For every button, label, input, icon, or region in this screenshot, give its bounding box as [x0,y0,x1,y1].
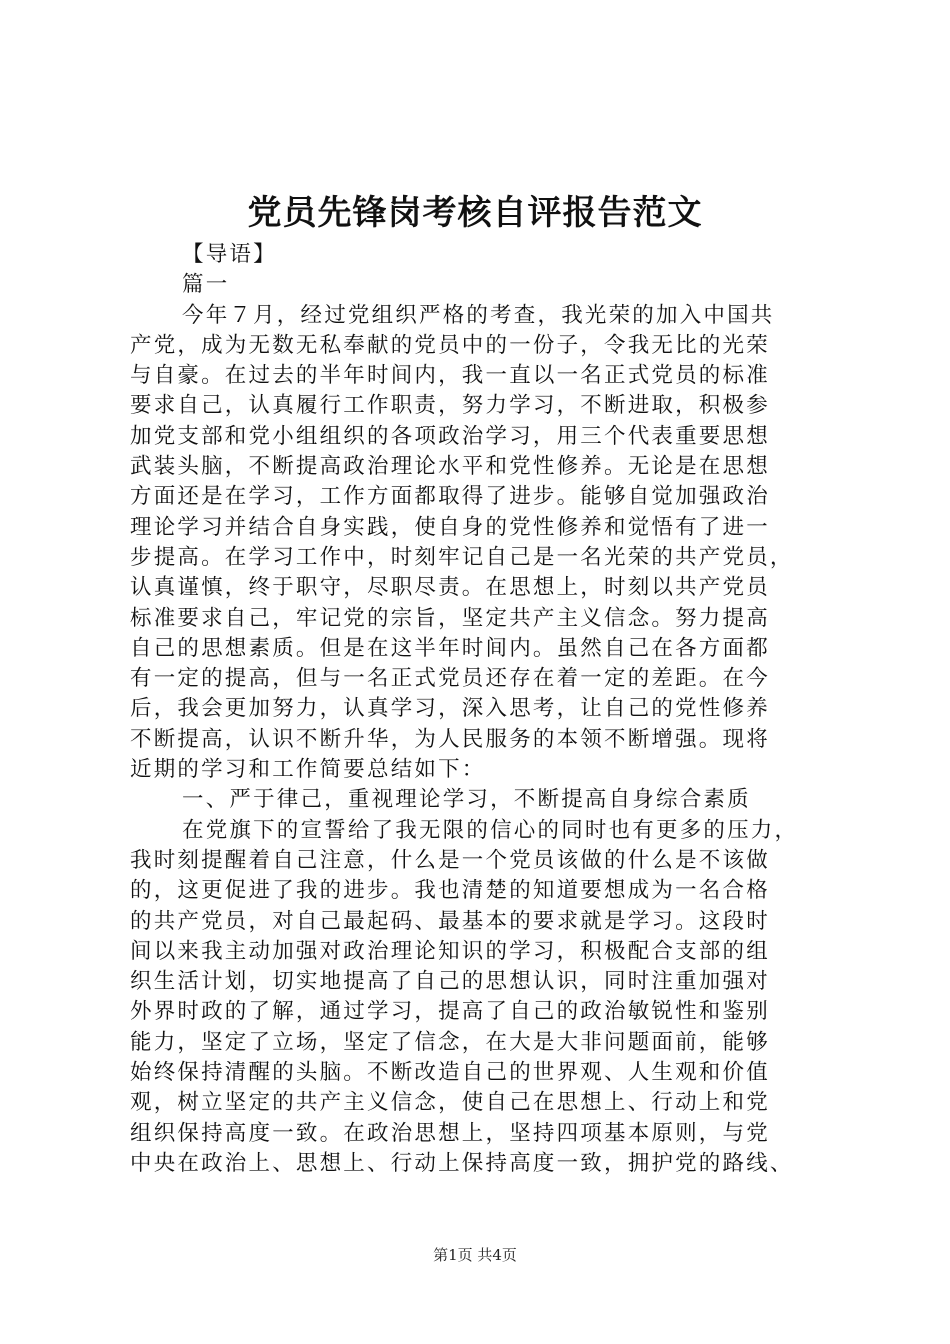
text-line: 要求自己，认真履行工作职责，努力学习，不断进取，积极参 [130,393,770,419]
text-line: 后，我会更加努力，认真学习，深入思考，让自己的党性修养 [130,696,770,722]
text-line: 能力，坚定了立场，坚定了信念，在大是大非问题面前，能够 [130,1029,770,1055]
text-line: 篇一 [182,272,230,298]
text-line: 外界时政的了解，通过学习，提高了自己的政治敏锐性和鉴别 [130,999,770,1025]
text-line: 加党支部和党小组组织的各项政治学习，用三个代表重要思想 [130,423,770,449]
text-line: 有一定的提高，但与一名正式党员还存在着一定的差距。在今 [130,666,770,692]
text-line: 间以来我主动加强对政治理论知识的学习，积极配合支部的组 [130,938,770,964]
text-line: 始终保持清醒的头脑。不断改造自己的世界观、人生观和价值 [130,1060,770,1086]
text-line: 认真谨慎，终于职守，尽职尽责。在思想上，时刻以共产党员 [130,575,770,601]
text-line: 在党旗下的宣誓给了我无限的信心的同时也有更多的压力， [182,817,799,843]
text-line: 步提高。在学习工作中，时刻牢记自己是一名光荣的共产党员， [130,544,794,570]
text-line: 的，这更促进了我的进步。我也清楚的知道要想成为一名合格 [130,878,770,904]
text-line: 组织保持高度一致。在政治思想上，坚持四项基本原则，与党 [130,1120,770,1146]
text-line: 自己的思想素质。但是在这半年时间内。虽然自己在各方面都 [130,635,770,661]
text-line: 今年７月，经过党组织严格的考查，我光荣的加入中国共 [182,302,775,328]
document-title: 党员先锋岗考核自评报告范文 [247,193,703,233]
text-line: 近期的学习和工作简要总结如下： [130,757,486,783]
text-line: 【导语】 [182,242,277,267]
text-line: 产党，成为无数无私奉献的党员中的一份子，令我无比的光荣 [130,332,770,358]
text-line: 观，树立坚定的共产主义信念，使自己在思想上、行动上和党 [130,1090,770,1116]
text-line: 中央在政治上、思想上、行动上保持高度一致，拥护党的路线、 [130,1150,794,1176]
document-body [130,240,842,1179]
text-line: 我时刻提醒着自己注意，什么是一个党员该做的什么是不该做 [130,847,770,873]
text-line: 与自豪。在过去的半年时间内，我一直以一名正式党员的标准 [130,363,770,389]
text-line: 织生活计划，切实地提高了自己的思想认识，同时注重加强对 [130,969,770,995]
text-line: 理论学习并结合自身实践，使自身的党性修养和觉悟有了进一 [130,514,770,540]
text-line: 标准要求自己，牢记党的宗旨，坚定共产主义信念。努力提高 [130,605,770,631]
text-line: 方面还是在学习，工作方面都取得了进步。能够自觉加强政治 [130,484,770,510]
section-heading: 一、严于律己，重视理论学习，不断提高自身综合素质 [182,787,751,813]
text-line: 的共产党员，对自己最起码、最基本的要求就是学习。这段时 [130,908,770,934]
text-line: 不断提高，认识不断升华，为人民服务的本领不断增强。现将 [130,726,770,752]
page-number-footer: 第1页 共4页 [433,1246,517,1264]
text-line: 武装头脑，不断提高政治理论水平和党性修养。无论是在思想 [130,454,770,480]
